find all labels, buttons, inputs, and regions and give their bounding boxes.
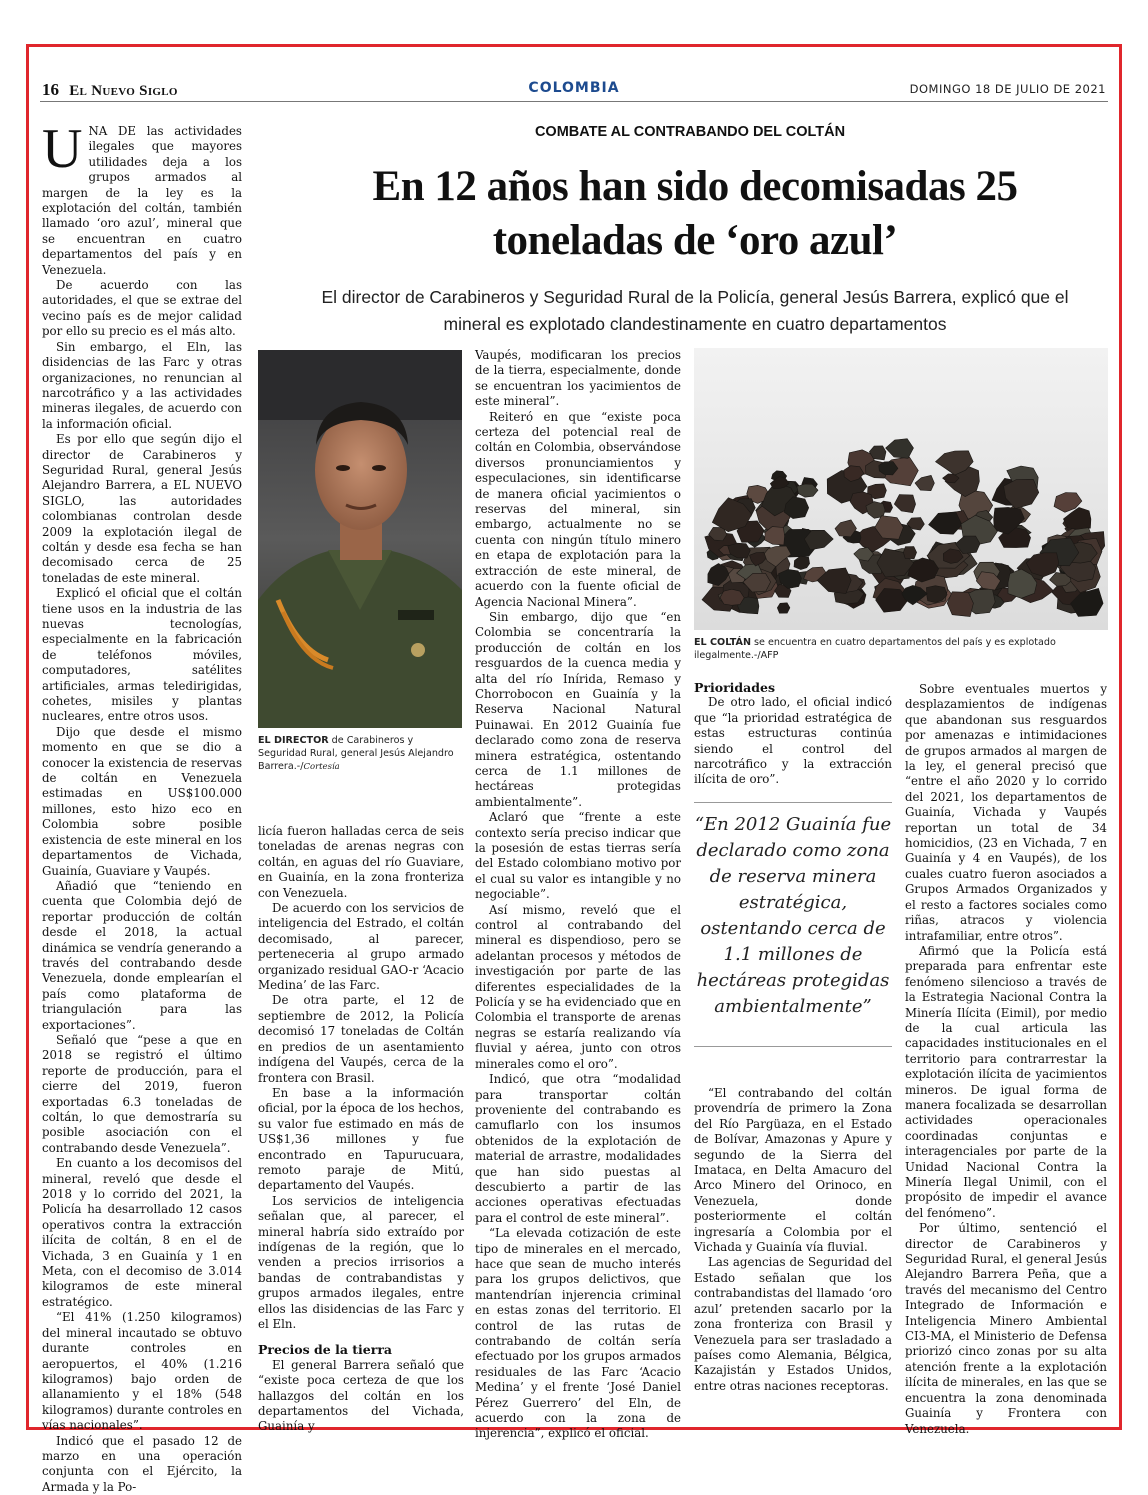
caption-lead: EL COLTÁN — [694, 637, 751, 648]
article-headline: En 12 años han sido decomisadas 25 toneladas de ‘oro azul’ — [372, 163, 1018, 264]
paragraph: De otra parte, el 12 de septiembre de 2012, la Policía decomisó 17 toneladas de Coltán en predios de un asentamiento indígena del Vaupés, cerca de la frontera con Brasil. — [258, 993, 464, 1085]
paragraph: Sobre eventuales muertos y desplazamientos de indígenas que abandonan sus resguardos por amenazas e intimidaciones de grupos armados al margen de la ley, el general precisó que “entre el año 2020 y lo corrido del 2021, los departamentos de Guainía, Vichada y Vaupés reportan un total de 34 homicidios, (23 en Vichada, 7 en Guainía y 4 en Vaupés), de los cuales cuatro fueron asociados a Grupos Armados Organizados y el resto a factores sociales como riñas, atracos y violencia intrafamiliar, entre otros”. — [905, 682, 1107, 943]
coltan-photo — [694, 348, 1108, 630]
caption-lead: EL DIRECTOR — [258, 735, 329, 746]
column-5 — [905, 682, 1107, 1437]
paragraph: En base a la información oficial, por la época de los hechos, su valor fue estimado en más de US$1,36 millones y fue encontrado en Tapurucuara, remoto paraje de Mitú, departamento del Vaupés. — [258, 1085, 464, 1193]
paragraph: Los servicios de inteligencia señalan que, al parecer, el mineral habría sido extraído por indígenas de la región, que lo venden a precios irrisorios a bandas de contrabandistas y grupos armados ilegales, entre ellos las disidencias de las Farc y el Eln. — [258, 1193, 464, 1331]
column-4-top — [694, 680, 892, 788]
paragraph: En cuanto a los decomisos del mineral, reveló que desde el 2018 y lo corrido del 2021, la Policía ha desarrollado 12 casos operativos contra la extracción ilícita de coltán, 8 en el de Vichada, 3 en Guainía y 1 en Meta, con el decomiso de 3.014 kilogramos de este mineral estratégico. — [42, 1156, 242, 1309]
paragraph: De acuerdo con los servicios de inteligencia del Estrado, el coltán decomisado, al parecer, perteneceria al grupo armado organizado residual GAO-r ‘Acacio Medina’ de las Farc. — [258, 901, 464, 993]
newspaper-name: El Nuevo Siglo — [69, 83, 178, 99]
paragraph: Vaupés, modificaran los precios de la tierra, especialmente, donde se encuentran los yacimientos de este mineral”. — [475, 348, 681, 409]
paragraph: Así mismo, reveló que el control al contrabando del mineral es dispendioso, pero se adelantan procesos y métodos de investigación por parte de las diferentes especialidades de la Policía y se ha evidenciado que en Colombia el transporte de arenas negras se estaría realizando vía fluvial y aérea, junto con otros minerales como el oro”. — [475, 902, 681, 1071]
column-1 — [42, 118, 242, 1495]
paragraph: Indicó que el pasado 12 de marzo en una operación conjunta con el Ejército, la Armada y la Po- — [42, 1433, 242, 1494]
paragraph: licía fueron halladas cerca de seis toneladas de arenas negras con coltán, en aguas del río Guaviare, en Guainía, en la zona fronteriza con Venezuela. — [258, 824, 464, 900]
paragraph: De acuerdo con las autoridades, el que se extrae del vecino país es de mejor calidad por ello su precio es el más alto. — [42, 278, 242, 339]
paragraph: Las agencias de Seguridad del Estado señalan que los contrabandistas del llamado ‘oro azul’ pretenden sacarlo por la zona fronteriza con Brasil y Venezuela para ser trasladado a países como Alemania, Bélgica, Kazajistán y Estados Unidos, entre otras naciones receptoras. — [694, 1255, 892, 1393]
coltan-rocks-image — [694, 348, 1108, 630]
article-subhead: El director de Carabineros y Seguridad Rural de la Policía, general Jesús Barrera, explicó que el mineral es explotado clandestinamente en cuatro departamentos — [321, 287, 1069, 334]
paragraph: Añadió que “teniendo en cuenta que Colombia dejó de reportar producción de coltán desde el 2018, la actual dinámica se vendría generando a través del contrabando desde Venezuela, donde emplearían el país como plataforma de triangulación para las exportaciones”. — [42, 878, 242, 1032]
column-3 — [475, 348, 681, 1442]
director-portrait-image — [258, 350, 462, 728]
paragraph: El general Barrera señaló que “existe poca certeza de que los hallazgos del coltán en los departamentos del Vichada, Guainía y — [258, 1357, 464, 1434]
issue-date: DOMINGO 18 DE JULIO DE 2021 — [909, 82, 1106, 96]
caption-credit: Cortesía — [303, 762, 340, 772]
paragraph: Sin embargo, el Eln, las disidencias de las Farc y otras organizaciones, no renuncian al narcotráfico y a las actividades mineras ilegales, de acuerdo con la información oficial. — [42, 339, 242, 431]
coltan-photo-caption — [694, 636, 1108, 662]
column-2 — [258, 824, 464, 1435]
article-kicker: COMBATE AL CONTRABANDO DEL COLTÁN — [534, 124, 846, 140]
paragraph: Afirmó que la Policía está preparada para enfrentar este fenómeno silencioso a través de la Estrategia Nacional Contra la Minería Ilícita (Eimil), por medio de la cual articula las capacidades institucionales en el territorio para contrarrestar la explotación ilícita de yacimientos mineros. De igual forma de manera focalizada se desarrollan actividades operacionales coordinadas conjuntas e interagenciales por parte de la Unidad Nacional Contra la Minería Ilegal Unimil, con el propósito de impedir el avance del fenómeno”. — [905, 943, 1107, 1220]
paragraph: Aclaró que “frente a este contexto sería preciso indicar que la posesión de estas tierras sería del Estado colombiano motivo por el cual su valor es intangible y no negociable”. — [475, 810, 681, 902]
quote-rule-bottom — [694, 1046, 892, 1047]
paragraph: Por último, sentenció el director de Carabineros y Seguridad Rural, el general Jesús Alejandro Barrera Peña, que a través del mecanismo del Centro Integrado de Información e Inteligencia Minero Ambiental CI3-MA, el Ministerio de Defensa priorizó cinco zonas por su alta atención frente a la explotación ilícita de minerales, en las que se encuentra la zona denominada Guainía y Frontera con Venezuela. — [905, 1221, 1107, 1436]
column-4 — [694, 1086, 892, 1394]
subheading-prioridades: Prioridades — [694, 680, 775, 695]
paragraph: Es por ello que según dijo el director de Carabineros y Seguridad Rural, general Jesús Alejandro Barrera, a EL NUEVO SIGLO, las autoridades colombianas controlan desde 2009 la explotación ilegal de coltán y desde esa fecha se han decomisado cerca de 25 toneladas de este mineral. — [42, 432, 242, 585]
coltan-rock — [903, 547, 916, 559]
director-photo — [258, 350, 462, 728]
page-header-left — [42, 80, 178, 100]
paragraph: Señaló que “pese a que en 2018 se registró el último reporte de producción, para el cierre del 2019, fueron exportadas 6.3 toneladas de coltán, lo que demostraría su posible asociación con el contrabando desde Venezuela”. — [42, 1032, 242, 1155]
page-number: 16 — [42, 80, 59, 99]
paragraph-text: NA DE las actividades ilegales que mayores utilidades deja a los grupos armados al margen de la ley es la explotación del coltán, también llamado ‘oro azul’, mineral que se encuentran en cuatro departamentos del país y en Venezuela. — [42, 124, 242, 277]
pull-quote: “En 2012 Guainía fue declarado como zona de reserva minera estratégica, ostentando cerca de 1.1 millones de hectáreas protegidas ambientalmente” — [694, 814, 892, 1017]
section-name: COLOMBIA — [528, 80, 620, 96]
caption-text: se encuentra en cuatro departamentos del país y es explotado ilegalmente.-/AFP — [694, 637, 1056, 661]
paragraph: “La elevada cotización de este tipo de minerales en el mercado, hace que sean de mucho interés para los grupos delictivos, que mantendrían injerencia criminal en estas zonas del territorio. El control de las rutas de contrabando de coltán sería efectuado por los grupos armados residuales de las Farc ‘Acacio Medina’ y el frente ‘José Daniel Pérez Guerrero’ del Eln, de acuerdo con la zona de injerencia”, explicó el oficial. — [475, 1226, 681, 1441]
caption-text: de Carabineros y Seguridad Rural, general Jesús Alejandro Barrera.-/ — [258, 735, 454, 772]
paragraph: Sin embargo, dijo que “en Colombia se concentraría la producción de coltán en los resguardos de la cuenca media y alta del río Inírida, Remaso y Chorrobocon en Guainía y la Reserva Nacional Natural Puinawai. En 2012 Guainía fue declarado como zona de reserva minera estratégica, ostentando cerca de 1.1 millones de hectáreas protegidas ambientalmente”. — [475, 609, 681, 809]
paragraph: Indicó, que otra “modalidad para transportar coltán proveniente del contrabando es camuflarlo con los insumos obtenidos de la explotación de material de arrastre, modalidades que han sido puestas al descubierto a partir de las acciones operativas efectuadas para el control de este mineral”. — [475, 1072, 681, 1225]
paragraph: Explicó el oficial que el coltán tiene usos en la industria de las nuevas tecnologías, especialmente en la fabricación de teléfonos móviles, computadores, satélites artificiales, armas teledirigidas, cohetes, misiles y plantas nucleares, entre otros usos. — [42, 586, 242, 724]
header-divider — [40, 101, 1108, 102]
subheading-precios: Precios de la tierra — [258, 1342, 393, 1358]
paragraph: Reiteró en que “existe poca certeza del potencial real de coltán en Colombia, observándose diversos pronunciamientos y especulaciones, sin identificarse de manera oficial yacimientos o reservas del mineral, sin embargo, actualmente no se cuenta con ningún título minero en etapa de explotación para la extracción de este mineral, de acuerdo con la fuente oficial de Agencia Nacional Minera”. — [475, 409, 681, 609]
coltan-rock — [947, 592, 973, 617]
paragraph: “El contrabando del coltán provendría de primero la Zona del Río Pargüaza, en el Estado de Bolívar, Amazonas y Apure y segundo de la Sierra del Imataca, en Delta Amacuro del Arco Minero del Orinoco, en Venezuela, donde posteriormente el coltán ingresaría a Colombia por el Vichada y Guainía vía fluvial. — [694, 1086, 892, 1255]
paragraph: Dijo que desde el mismo momento en que se dio a conocer la existencia de reservas de coltán en Venezuela estimadas en US$100.000 millones, esto hizo eco en Colombia sobre posible existencia de este mineral en los departamentos de Vichada, Guainía, Guaviare y Vaupés. — [42, 724, 242, 878]
coltan-rock — [720, 589, 744, 605]
director-photo-caption — [258, 734, 464, 774]
quote-rule-top — [694, 802, 892, 803]
lead-paragraph — [42, 118, 242, 278]
drop-cap: U — [42, 118, 83, 180]
paragraph: “El 41% (1.250 kilogramos) del mineral incautado se obtuvo durante controles en aeropuertos, el 40% (1.216 kilogramos) bajo orden de allanamiento y el 18% (548 kilogramos) durante controles en vías nacionales”. — [42, 1310, 242, 1433]
paragraph: De otro lado, el oficial indicó que “la prioridad estratégica de estas estructuras continúa siendo el control del narcotráfico y la extracción ilícita de oro”. — [694, 695, 892, 787]
coltan-rock — [777, 603, 790, 613]
